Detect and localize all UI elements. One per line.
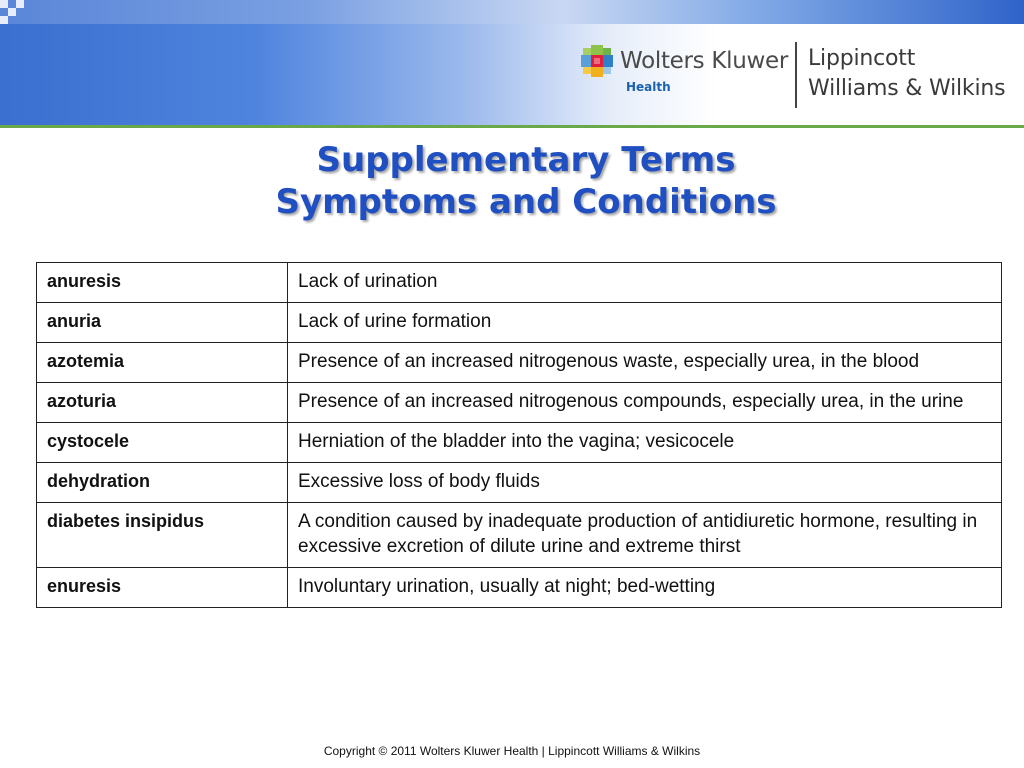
term-cell: cystocele bbox=[37, 423, 288, 463]
table-row bbox=[37, 463, 1002, 503]
definition-cell: Lack of urination bbox=[288, 263, 1002, 303]
slide-title-line2: Symptoms and Conditions bbox=[275, 182, 777, 222]
term-cell: diabetes insipidus bbox=[37, 503, 288, 568]
slide-title bbox=[0, 139, 1024, 223]
publisher-name-line2: Williams & Wilkins bbox=[808, 76, 1006, 101]
definition-cell: Herniation of the bladder into the vagina; vesicocele bbox=[288, 423, 1002, 463]
header-rule bbox=[0, 125, 1024, 128]
term-cell: azotemia bbox=[37, 343, 288, 383]
definition-cell: A condition caused by inadequate production of antidiuretic hormone, resulting in excessive excretion of dilute urine and extreme thirst bbox=[288, 503, 1002, 568]
definition-cell: Lack of urine formation bbox=[288, 303, 1002, 343]
copyright-text: Copyright © 2011 Wolters Kluwer Health | Lippincott Williams & Wilkins bbox=[323, 744, 701, 758]
definition-cell: Presence of an increased nitrogenous waste, especially urea, in the blood bbox=[288, 343, 1002, 383]
term-cell: anuria bbox=[37, 303, 288, 343]
term-cell: anuresis bbox=[37, 263, 288, 303]
wolters-kluwer-globe-icon bbox=[580, 44, 614, 78]
logo-divider bbox=[795, 42, 797, 108]
brand-name: Wolters Kluwer bbox=[620, 48, 789, 74]
term-cell: dehydration bbox=[37, 463, 288, 503]
table-row bbox=[37, 263, 1002, 303]
brand-division: Health bbox=[626, 80, 671, 94]
slide-title-line1: Supplementary Terms bbox=[316, 140, 736, 180]
publisher-logo bbox=[580, 40, 1020, 115]
table-row bbox=[37, 423, 1002, 463]
table-row bbox=[37, 303, 1002, 343]
header-top-stripe bbox=[0, 0, 1024, 24]
terms-table bbox=[36, 262, 1002, 608]
definition-cell: Presence of an increased nitrogenous compounds, especially urea, in the urine bbox=[288, 383, 1002, 423]
copyright-footer bbox=[0, 744, 1024, 758]
table-row bbox=[37, 568, 1002, 608]
table-row bbox=[37, 343, 1002, 383]
publisher-name-line1: Lippincott bbox=[808, 46, 916, 71]
table-row bbox=[37, 383, 1002, 423]
terms-table-body bbox=[37, 263, 1002, 608]
table-row bbox=[37, 503, 1002, 568]
term-cell: azoturia bbox=[37, 383, 288, 423]
definition-cell: Involuntary urination, usually at night; bed-wetting bbox=[288, 568, 1002, 608]
term-cell: enuresis bbox=[37, 568, 288, 608]
definition-cell: Excessive loss of body fluids bbox=[288, 463, 1002, 503]
